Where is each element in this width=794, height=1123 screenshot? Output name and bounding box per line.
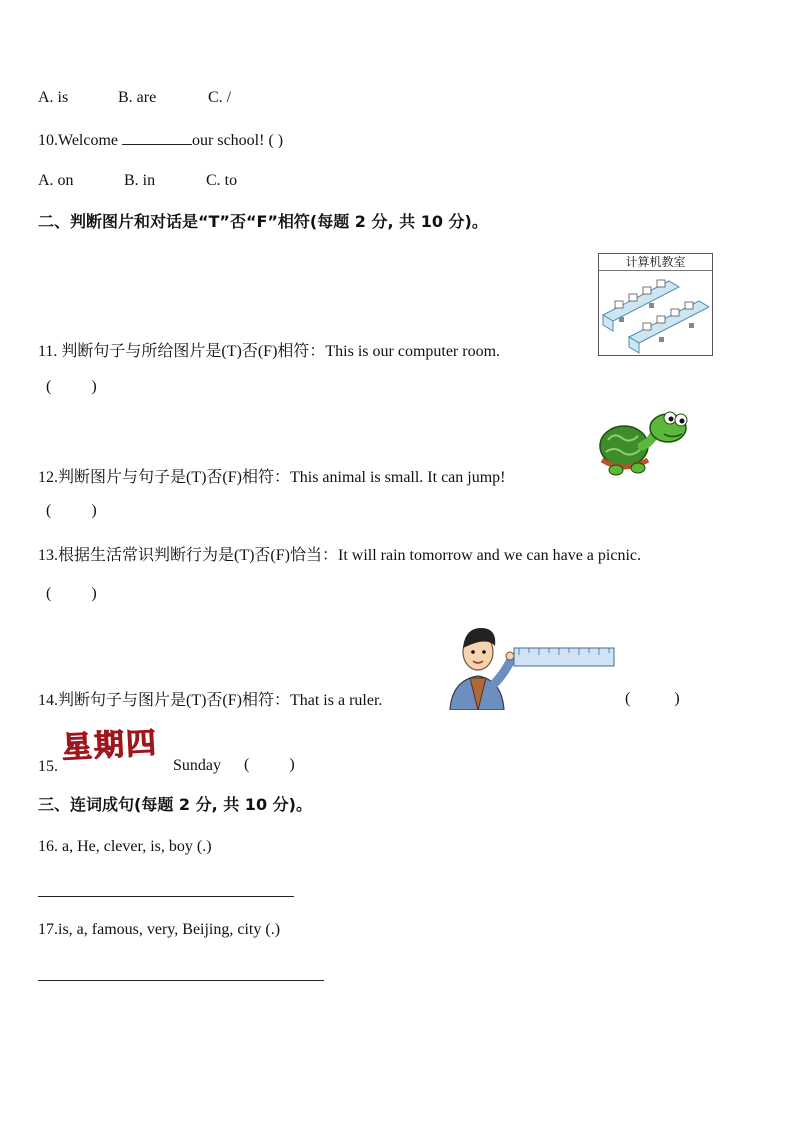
q14-answer-paren[interactable]: ( ) — [625, 690, 680, 707]
computer-room-caption: 计算机教室 — [599, 254, 712, 271]
q10-option-a: A. on — [38, 172, 74, 189]
q9-option-c: C. / — [208, 89, 232, 106]
computer-desks-illustration — [599, 271, 712, 355]
ruler-picture — [513, 647, 615, 667]
q10-suffix: our school! — [192, 132, 265, 149]
teacher-pointing-picture — [444, 626, 514, 710]
q17-answer-line[interactable] — [38, 980, 324, 981]
q15-word: Sunday — [173, 757, 221, 774]
q11-answer-paren[interactable]: ( ) — [46, 378, 97, 395]
q9-option-b: B. are — [118, 89, 157, 106]
computer-room-picture — [598, 253, 713, 356]
q12-question: 12.判断图片与句子是(T)否(F)相符：This animal is small. It can jump! — [38, 469, 506, 486]
q11-question: 11. 判断句子与所给图片是(T)否(F)相符：This is our computer room. — [38, 343, 501, 360]
q10-option-c: C. to — [206, 172, 238, 189]
q15-answer-paren[interactable]: ( ) — [244, 756, 295, 773]
q10-prefix: Welcome — [58, 132, 119, 149]
q17-question: 17.is, a, famous, very, Beijing, city (.) — [38, 921, 281, 938]
turtle-picture — [598, 410, 690, 482]
q10-question — [38, 130, 283, 151]
q10-paren[interactable]: ( ) — [268, 132, 284, 149]
q10-number: 10. — [38, 132, 58, 149]
q15-number: 15. — [38, 758, 58, 775]
q14-question: 14.判断句子与图片是(T)否(F)相符：That is a ruler. — [38, 692, 383, 709]
thursday-picture: 星期四 — [61, 725, 159, 766]
q10-option-b: B. in — [124, 172, 156, 189]
q9-option-a: A. is — [38, 89, 69, 106]
q16-answer-line[interactable] — [38, 896, 294, 897]
section2-heading: 二、判断图片和对话是“T”否“F”相符(每题 2 分, 共 10 分)。 — [38, 212, 488, 231]
q9-options — [38, 88, 231, 108]
q10-options — [38, 171, 237, 191]
q12-answer-paren[interactable]: ( ) — [46, 502, 97, 519]
q13-question: 13.根据生活常识判断行为是(T)否(F)恰当：It will rain tomorrow and we can have a picnic. — [38, 547, 641, 564]
q16-question: 16. a, He, clever, is, boy (.) — [38, 838, 212, 855]
q13-answer-paren[interactable]: ( ) — [46, 585, 97, 602]
section3-heading: 三、连词成句(每题 2 分, 共 10 分)。 — [38, 795, 312, 814]
q10-blank[interactable] — [122, 130, 192, 145]
